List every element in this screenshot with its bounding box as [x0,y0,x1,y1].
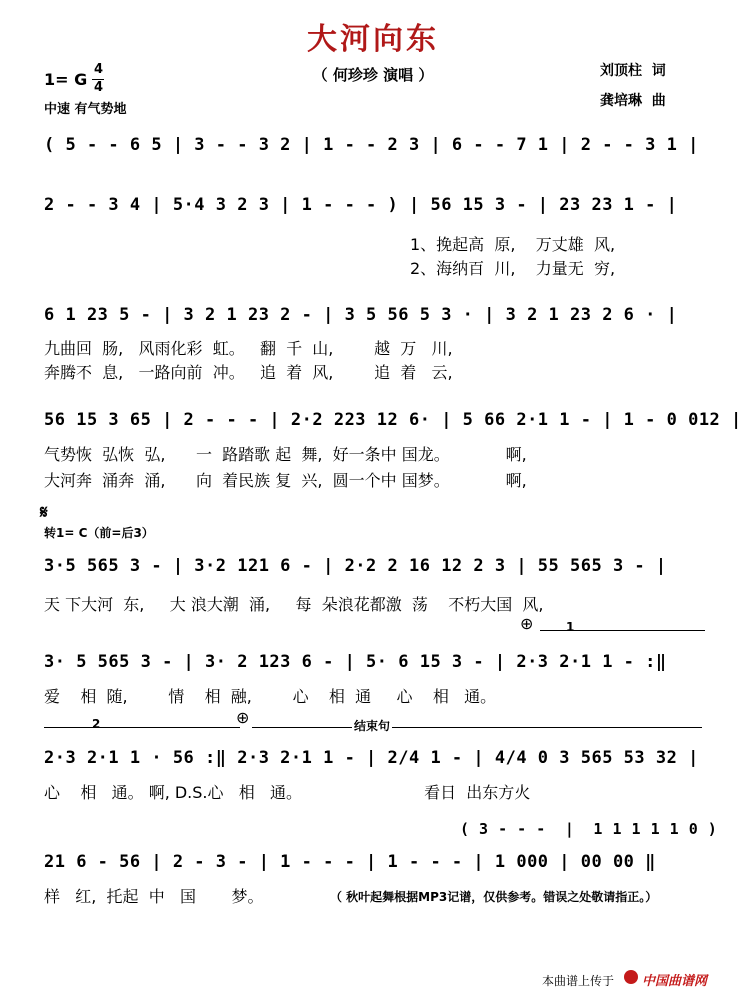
transcription-note: （ 秋叶起舞根据MP3记谱，仅供参考。错误之处敬请指正。） [330,890,658,904]
key-signature: 1= G [44,70,88,89]
lyric-line-3b: 奔腾不 息, 一路向前 冲。 追 着 风, 追 着 云, [44,363,453,382]
lyric-line-2a: 1、挽起高 原, 万丈雄 风, [410,235,616,254]
lyric-line-3a: 九曲回 肠, 风雨化彩 虹。 翻 千 山, 越 万 川, [44,339,453,358]
time-signature-bottom: 4 [94,80,104,95]
footer-brand[interactable]: 中国曲谱网 [642,974,708,989]
time-signature-top: 4 [94,62,104,77]
score-line-3: 6 1 23 5 - | 3 2 1 23 2 - | 3 5 56 5 3 · | 3 2 1 23 2 6 · | [44,305,678,325]
tempo-marking: 中速 有气势地 [44,102,127,117]
coda-sign-1: ⊕ [520,614,534,633]
score-line-5: 3·5 565 3 - | 3·2 121 6 - | 2·2 2 16 12 2 3 | 55 565 3 - | [44,556,667,576]
ending-label: 结束句 [354,719,391,733]
score-line-8-top: ( 3 - - - | 1 1 1 1 1 0 ) [460,820,718,838]
transpose-marking: 转1= C（前=后3） [44,526,154,540]
volta-1-line [540,630,705,631]
song-title: 大河向东 [307,22,439,57]
performer-subtitle: （ 何珍珍 演唱 ） [312,66,434,84]
lyric-line-4a: 气势恢 弘恢 弘, 一 路踏歌 起 舞, 好一条中 国龙。 啊, [44,445,527,464]
composer-credit: 龚培琳 曲 [600,93,666,109]
score-line-1: ( 5 - - 6 5 | 3 - - 3 2 | 1 - - 2 3 | 6 - - 7 1 | 2 - - 3 1 | [44,135,699,155]
segno-sign: 𝄋 [40,502,48,523]
volta-2-label: 2 [92,717,101,731]
lyric-line-2b: 2、海纳百 川, 力量无 穷, [410,259,616,278]
score-line-7: 2·3 2·1 1 · 56 :‖ 2·3 2·1 1 - | 2/4 1 - | 4/4 0 3 565 53 32 | [44,748,699,768]
site-logo-icon [624,970,638,984]
score-line-4: 56 15 3 65 | 2 - - - | 2·2 223 12 6· | 5 66 2·1 1 - | 1 - 0 012 | [44,410,742,430]
score-line-2: 2 - - 3 4 | 5·4 3 2 3 | 1 - - - ) | 56 15 3 - | 23 23 1 - | [44,195,678,215]
score-line-6: 3· 5 565 3 - | 3· 2 123 6 - | 5· 6 15 3 - | 2·3 2·1 1 - :‖ [44,652,667,672]
score-line-8: 21 6 - 56 | 2 - 3 - | 1 - - - | 1 - - - | 1 000 | 00 00 ‖ [44,852,656,872]
lyricist-credit: 刘顶柱 词 [600,63,666,79]
coda-sign-2: ⊕ [236,708,250,727]
volta-1-label: 1 [566,620,575,634]
lyric-line-7a: 心 相 通。 啊, D.S.心 相 通。 看日 出东方火 [44,783,531,802]
volta-2-line [44,727,240,728]
lyric-line-8a: 样 红, 托起 中 国 梦。 [44,887,264,906]
footer-text: 本曲谱上传于 [542,974,615,988]
lyric-line-4b: 大河奔 涌奔 涌, 向 着民族 复 兴, 圆一个中 国梦。 啊, [44,471,527,490]
lyric-line-6a: 爱 相 随, 情 相 融, 心 相 通 心 相 通。 [44,687,497,706]
ending-line [252,727,702,728]
lyric-line-5a: 天 下大河 东, 大 浪大潮 涌, 每 朵浪花都激 荡 不朽大国 风, [44,595,544,614]
